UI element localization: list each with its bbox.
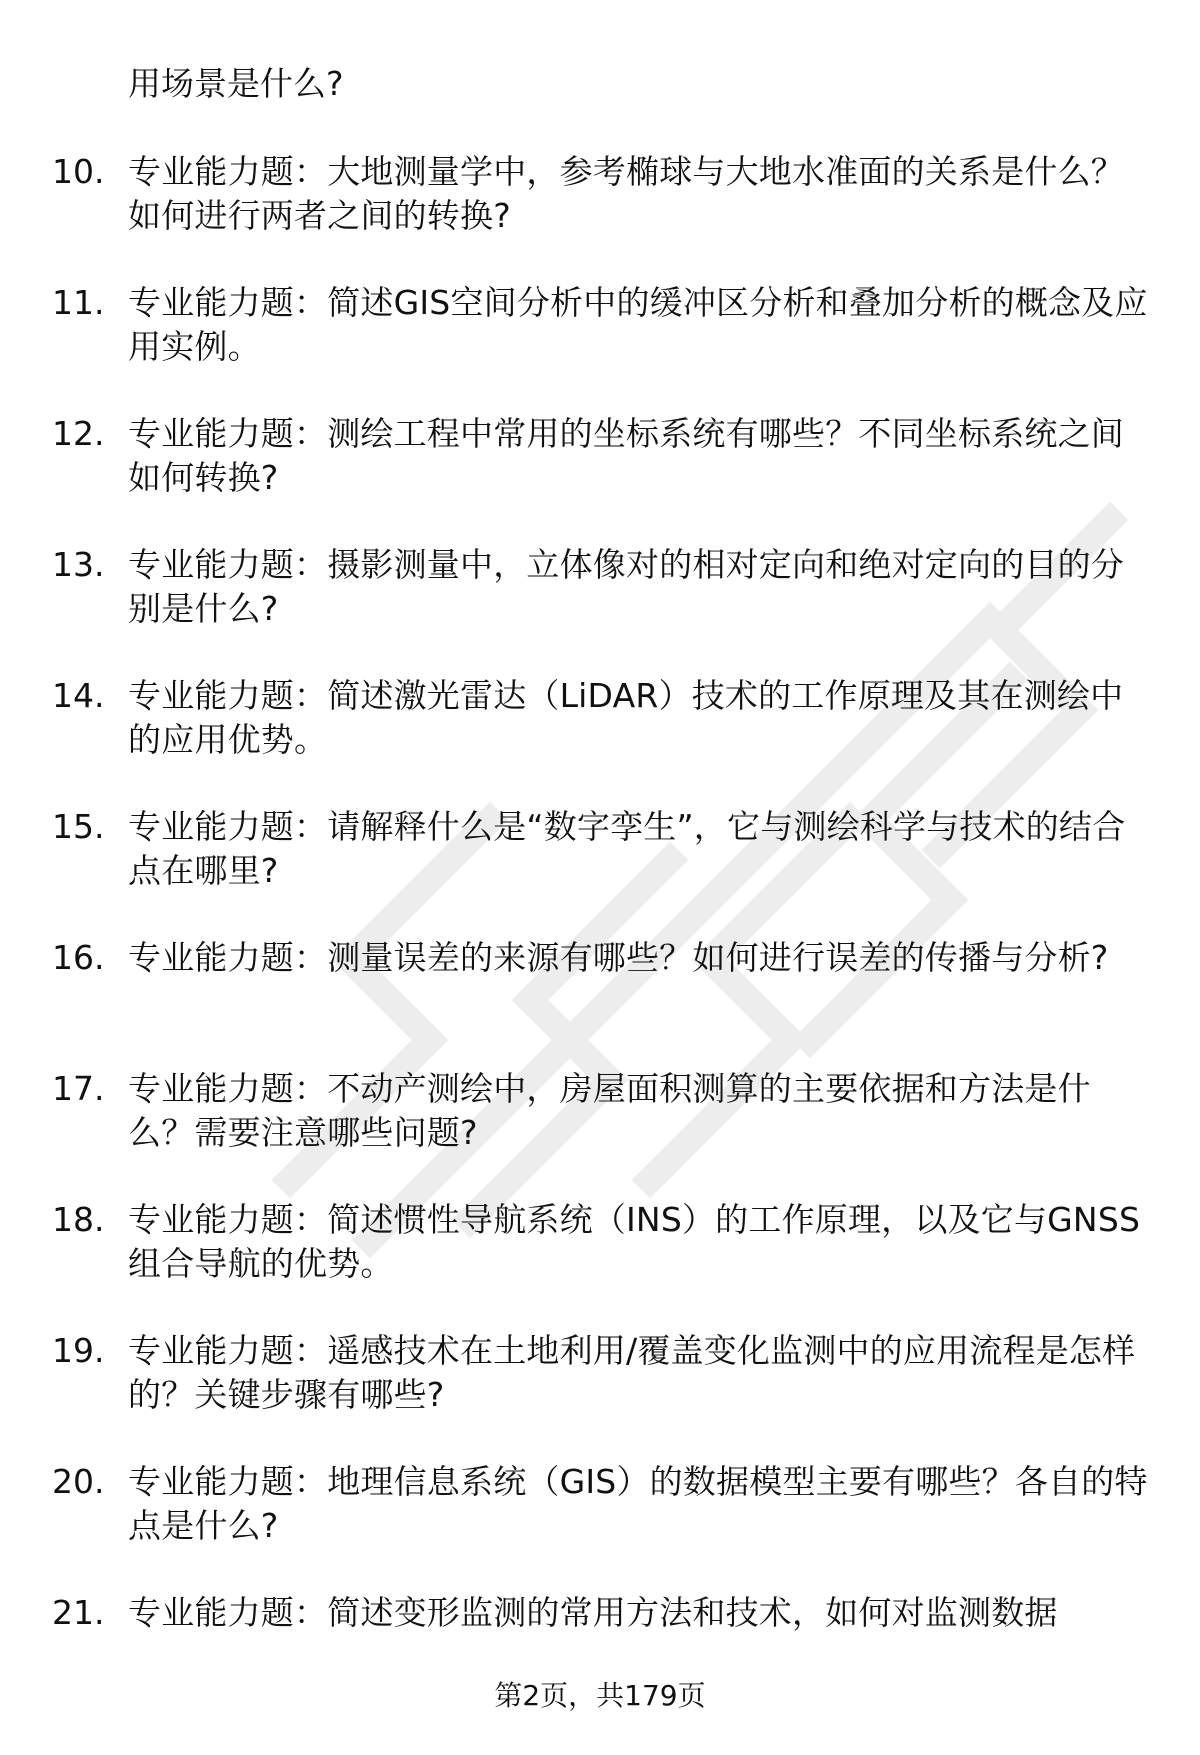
question-text: 专业能力题：简述变形监测的常用方法和技术，如何对监测数据 — [128, 1593, 1058, 1632]
question-text: 专业能力题：地理信息系统（GIS）的数据模型主要有哪些？各自的特点是什么? — [128, 1462, 1148, 1545]
question-text: 专业能力题：简述GIS空间分析中的缓冲区分析和叠加分析的概念及应用实例。 — [128, 283, 1148, 366]
question-item — [0, 281, 1200, 412]
question-text: 专业能力题：摄影测量中，立体像对的相对定向和绝对定向的目的分别是什么? — [128, 545, 1124, 628]
question-list — [0, 150, 1200, 1722]
question-number: 12. — [52, 414, 105, 453]
question-text: 专业能力题：不动产测绘中，房屋面积测算的主要依据和方法是什么？需要注意哪些问题? — [128, 1069, 1091, 1152]
question-text: 专业能力题：测绘工程中常用的坐标系统有哪些？不同坐标系统之间如何转换? — [128, 414, 1124, 497]
question-text: 专业能力题：简述激光雷达（LiDAR）技术的工作原理及其在测绘中的应用优势。 — [128, 676, 1124, 759]
page-footer: 第2页，共179页 — [494, 1679, 706, 1712]
question-item — [0, 543, 1200, 674]
question-number: 16. — [52, 938, 105, 977]
question-number: 15. — [52, 807, 105, 846]
question-text: 专业能力题：简述惯性导航系统（INS）的工作原理，以及它与GNSS组合导航的优势。 — [128, 1200, 1141, 1283]
question-number: 19. — [52, 1331, 105, 1370]
question-number: 17. — [52, 1069, 105, 1108]
question-item — [0, 936, 1200, 1067]
question-number: 20. — [52, 1462, 105, 1501]
question-item — [0, 150, 1200, 281]
question-item — [0, 805, 1200, 936]
question-number: 21. — [52, 1593, 105, 1632]
question-text: 专业能力题：测量误差的来源有哪些？如何进行误差的传播与分析? — [128, 938, 1109, 977]
question-text: 专业能力题：遥感技术在土地利用/覆盖变化监测中的应用流程是怎样的？关键步骤有哪些? — [128, 1331, 1136, 1414]
question-item — [0, 1460, 1200, 1591]
question-text: 专业能力题：请解释什么是“数字孪生”，它与测绘科学与技术的结合点在哪里? — [128, 807, 1126, 890]
question-number: 13. — [52, 545, 105, 584]
question-number: 10. — [52, 152, 105, 191]
question-item — [0, 412, 1200, 543]
question-item — [0, 1198, 1200, 1329]
question-number: 18. — [52, 1200, 105, 1239]
question-number: 14. — [52, 676, 105, 715]
question-item — [0, 1329, 1200, 1460]
question-item — [0, 674, 1200, 805]
question-item — [0, 1067, 1200, 1198]
continuation-line: 用场景是什么? — [128, 64, 344, 103]
question-number: 11. — [52, 283, 105, 322]
question-text: 专业能力题：大地测量学中，参考椭球与大地水准面的关系是什么？如何进行两者之间的转换? — [128, 152, 1124, 235]
